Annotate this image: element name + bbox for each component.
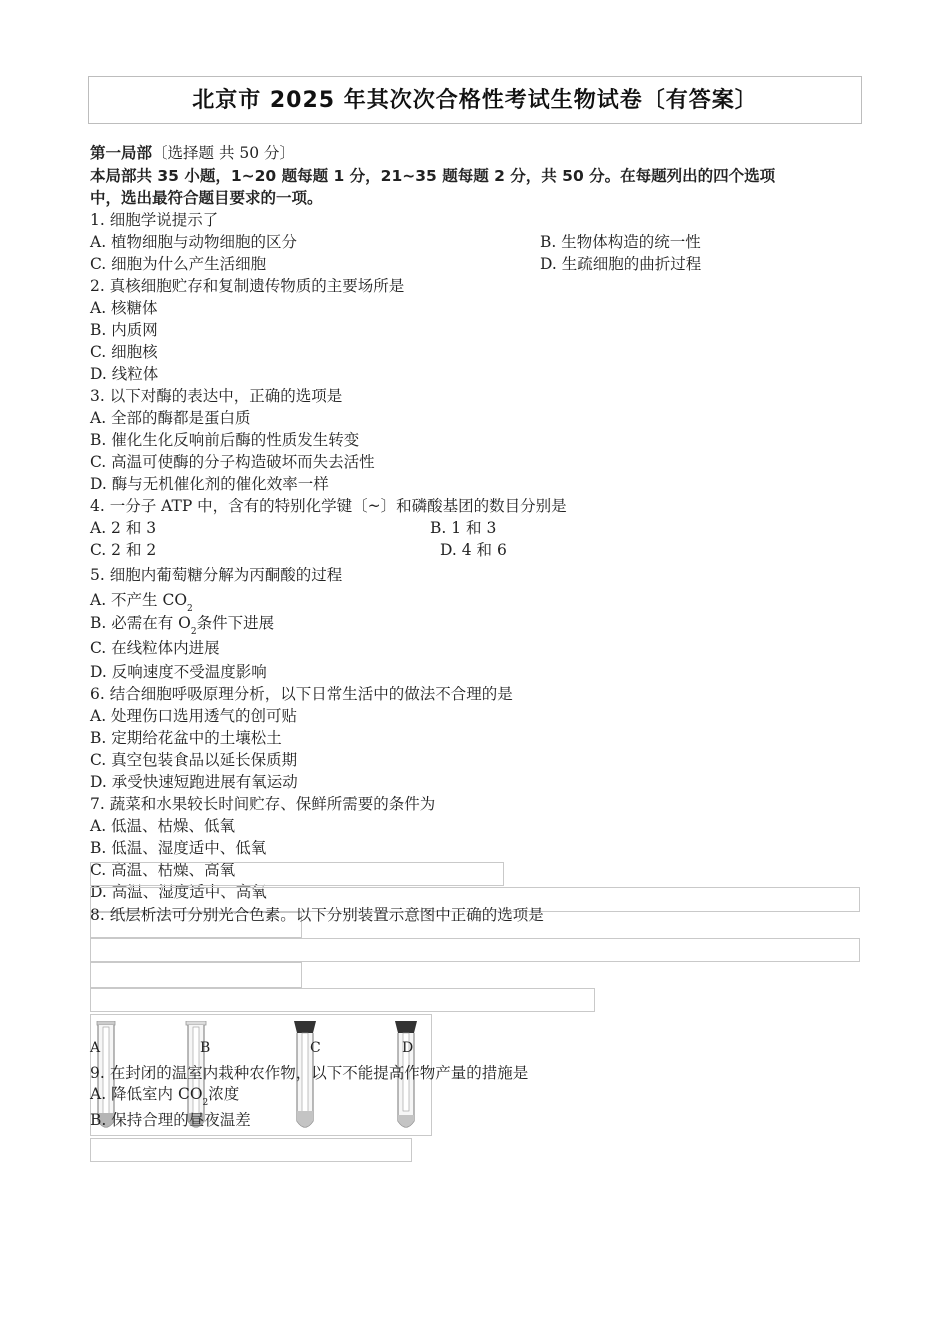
q7-option-d: D. 高温、湿度适中、高氧 [90,883,267,901]
instructions-line-2: 中，选出最符合题目要求的一项。 [90,189,323,207]
figure-label-a: A [90,1040,101,1056]
q4-stem: 4. 一分子 ATP 中，含有的特别化学键〔~〕和磷酸基团的数目分别是 [90,497,567,515]
q8-stem: 8. 纸层析法可分别光合色素。以下分别装置示意图中正确的选项是 [90,906,544,924]
q7-option-b: B. 低温、湿度适中、低氧 [90,839,267,857]
q2-option-d: D. 线粒体 [90,365,159,383]
q6-option-a: A. 处理伤口选用透气的创可贴 [90,707,298,725]
q9-option-b: B. 保持合理的昼夜温差 [90,1111,251,1129]
q3-option-c: C. 高温可使酶的分子构造破坏而失去活性 [90,453,375,471]
q4-option-c: C. 2 和 2 [90,541,157,559]
q3-option-b: B. 催化生化反响前后酶的性质发生转变 [90,431,360,449]
q4-option-a: A. 2 和 3 [90,519,157,537]
title-box [88,76,862,124]
q3-option-d: D. 酶与无机催化剂的催化效率一样 [90,475,329,493]
q1-option-a: A. 植物细胞与动物细胞的区分 [90,233,298,251]
layout-frame [90,962,302,988]
q1-option-c: C. 细胞为什么产生活细胞 [90,255,267,273]
figure-label-c: C [310,1040,321,1056]
instructions-line-1: 本局部共 35 小题，1~20 题每题 1 分，21~35 题每题 2 分，共 50 分。在每题列出的四个选项 [90,167,776,185]
q9-option-a-suffix: 浓度 [208,1085,240,1103]
q5-option-a-text: A. 不产生 CO [90,591,188,609]
q7-option-a: A. 低温、枯燥、低氧 [90,817,236,835]
q5-stem: 5. 细胞内葡萄糖分解为丙酮酸的过程 [90,566,343,584]
q1-option-b: B. 生物体构造的统一性 [540,233,701,251]
q5-option-d: D. 反响速度不受温度影响 [90,663,267,681]
section-note: 〔选择题 共 50 分〕 [152,144,296,162]
q1-stem: 1. 细胞学说提示了 [90,211,219,229]
q5-option-b-text: B. 必需在有 O [90,614,191,632]
q4-option-b: B. 1 和 3 [430,519,497,537]
q5-option-c: C. 在线粒体内进展 [90,639,220,657]
layout-frame [90,938,860,962]
q7-option-c: C. 高温、枯燥、高氧 [90,861,236,879]
q5-option-b-suffix: 条件下进展 [196,614,275,632]
q9-option-a-subscript: 2 [202,1098,209,1108]
figure-label-b: B [200,1040,211,1056]
section-heading [90,142,295,164]
q6-option-c: C. 真空包装食品以延长保质期 [90,751,298,769]
q5-option-a-subscript: 2 [187,604,193,614]
layout-frame [90,862,504,886]
q3-option-a: A. 全部的酶都是蛋白质 [90,409,251,427]
q5-option-a [90,589,193,614]
q5-option-b-subscript: 2 [190,627,197,637]
layout-frame [90,988,595,1012]
q9-stem: 9. 在封闭的温室内栽种农作物，以下不能提高作物产量的措施是 [90,1064,529,1082]
q6-option-b: B. 定期给花盆中的土壤松土 [90,729,282,747]
q4-option-d: D. 4 和 6 [440,541,507,559]
q7-stem: 7. 蔬菜和水果较长时间贮存、保鲜所需要的条件为 [90,795,436,813]
q2-option-a: A. 核糖体 [90,299,158,317]
q9-option-a [90,1083,239,1108]
layout-frame [90,1138,412,1162]
section-title: 第一局部 [90,144,153,162]
q1-option-d: D. 生疏细胞的曲折过程 [540,255,702,273]
q5-option-b [90,612,274,637]
q9-option-a-text: A. 降低室内 CO [90,1085,203,1103]
q2-option-c: C. 细胞核 [90,343,158,361]
q2-stem: 2. 真核细胞贮存和复制遗传物质的主要场所是 [90,277,405,295]
figure-label-d: D [402,1040,414,1056]
q6-stem: 6. 结合细胞呼吸原理分析，以下日常生活中的做法不合理的是 [90,685,513,703]
q6-option-d: D. 承受快速短跑进展有氧运动 [90,773,298,791]
page-title: 北京市 2025 年其次次合格性考试生物试卷〔有答案〕 [192,88,758,113]
q3-stem: 3. 以下对酶的表达中，正确的选项是 [90,387,343,405]
q2-option-b: B. 内质网 [90,321,158,339]
